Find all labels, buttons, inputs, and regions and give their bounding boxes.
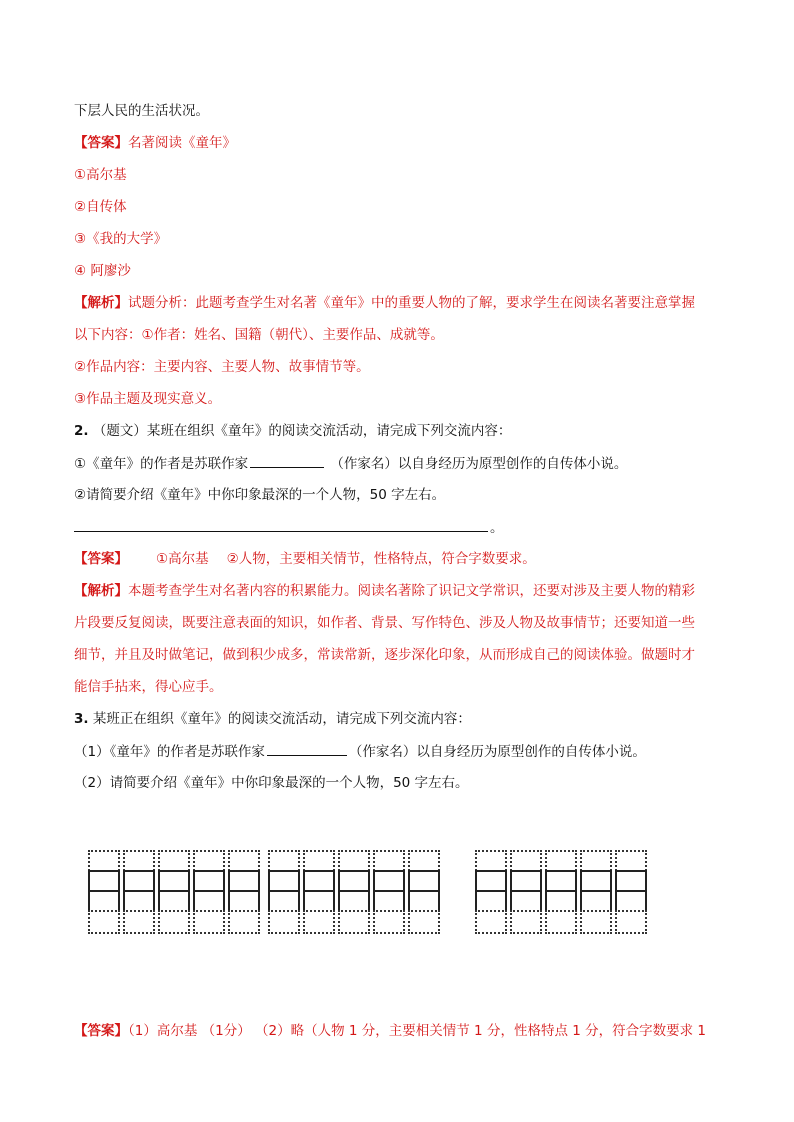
writing-grid-cell[interactable] [303,910,335,934]
answer-text: ②人物，主要相关情节，性格特点，符合字数要求。 [226,551,536,567]
analysis-tag: 【解析】 [74,583,128,599]
fill-blank[interactable] [74,517,488,532]
writing-grid-cell[interactable] [373,910,405,934]
answer-text: 名著阅读《童年》 [128,135,236,151]
question-2-part-2: ②请简要介绍《童年》中你印象最深的一个人物，50 字左右。 [74,487,446,503]
question-text: （作家名）以自身经历为原型创作的自传体小说。 [330,456,628,472]
question-number: 3. [74,711,89,727]
writing-grid-cell[interactable] [158,910,190,934]
question-number: 2. [74,423,89,439]
question-text: ①《童年》的作者是苏联作家 [74,456,249,472]
analysis-line: 能信手拈来，得心应手。 [74,679,223,695]
answer-1-item: ④ 阿廖沙 [74,263,131,279]
answer-1 [74,133,236,153]
question-3-part-2: （2）请简要介绍《童年》中你印象最深的一个人物，50 字左右。 [74,775,469,791]
answer-1-item: ①高尔基 [74,167,127,183]
writing-grid-cell[interactable] [510,910,542,934]
question-3-part-1 [74,741,646,762]
answer-tag: 【答案】 [74,551,128,567]
question-2 [74,421,511,441]
answer-text: （1）高尔基 （1分） （2）略（人物 1 分，主要相关情节 1 分，性格特点 1 分，符合字数要求 1 [128,1023,706,1039]
writing-grid-cell[interactable] [268,910,300,934]
answer-text: ①高尔基 [156,551,209,567]
analysis-line: 以下内容：①作者：姓名、国籍（朝代）、主要作品、成就等。 [74,327,444,343]
fill-blank[interactable] [250,453,324,468]
writing-grid-cell[interactable] [615,910,647,934]
writing-grid-cell[interactable] [580,910,612,934]
period: 。 [490,520,504,536]
analysis-1 [74,293,695,313]
writing-grid-cell[interactable] [88,910,120,934]
question-2-part-1 [74,453,627,474]
question-text: （作家名）以自身经历为原型创作的自传体小说。 [348,744,646,760]
question-text: （1）《童年》的作者是苏联作家 [74,744,265,760]
answer-2 [74,549,536,569]
question-3 [74,709,471,729]
analysis-line: ③作品主题及现实意义。 [74,391,222,407]
writing-grid-cell[interactable] [123,910,155,934]
analysis-text: 试题分析：此题考查学生对名著《童年》中的重要人物的了解，要求学生在阅读名著要注意掌握 [128,295,695,311]
writing-grid-cell[interactable] [338,910,370,934]
question-text: （题文）某班在组织《童年》的阅读交流活动，请完成下列交流内容： [92,423,512,439]
answer-tag: 【答案】 [74,1023,128,1039]
writing-grid-cell[interactable] [545,910,577,934]
text-line: 下层人民的生活状况。 [74,103,209,119]
writing-grid-cell[interactable] [193,910,225,934]
writing-grid-cell[interactable] [475,910,507,934]
analysis-2 [74,581,695,601]
writing-grid-cell[interactable] [408,910,440,934]
answer-tag: 【答案】 [74,135,128,151]
answer-3 [74,1021,706,1041]
analysis-line: 细节，并且及时做笔记，做到积少成多，常读常新，逐步深化印象，从而形成自己的阅读体验。做题时才 [74,647,695,663]
answer-1-item: ③《我的大学》 [74,231,168,247]
analysis-line: ②作品内容：主要内容、主要人物、故事情节等。 [74,359,370,375]
writing-grid-cell[interactable] [228,910,260,934]
analysis-text: 本题考查学生对名著内容的积累能力。阅读名著除了识记文学常识，还要对涉及主要人物的精彩 [128,583,695,599]
fill-blank[interactable] [267,741,347,756]
analysis-tag: 【解析】 [74,295,128,311]
question-text: 某班正在组织《童年》的阅读交流活动，请完成下列交流内容： [92,711,471,727]
analysis-line: 片段要反复阅读，既要注意表面的知识，如作者、背景、写作特色、涉及人物及故事情节；还要知道一些 [74,615,695,631]
answer-1-item: ②自传体 [74,199,127,215]
answer-line [74,517,504,538]
